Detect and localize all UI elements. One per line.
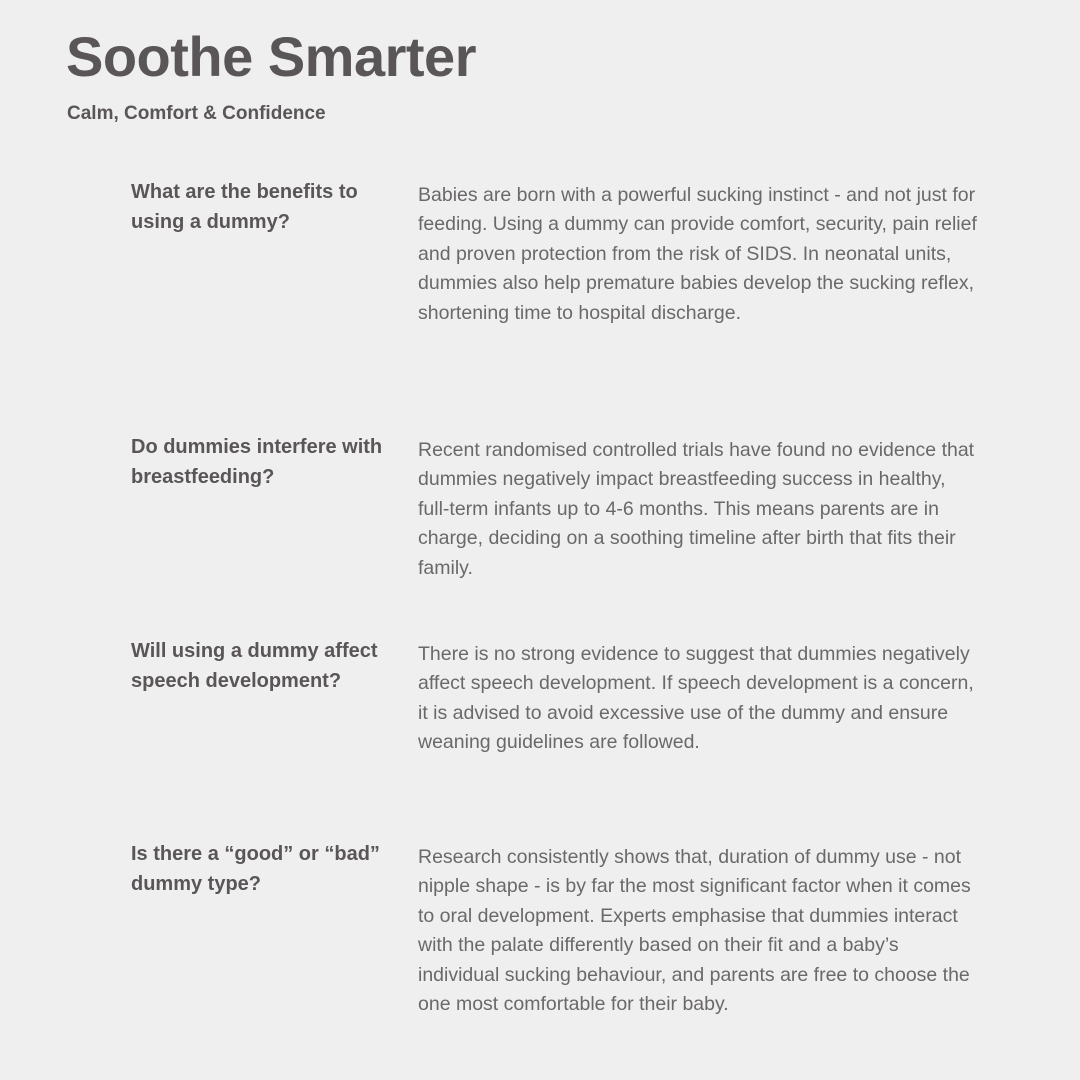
faq-answer: Research consistently shows that, duration of dummy use - not nipple shape - is by far the most significant factor when it comes to oral development. Experts emphasise that dummies interact with the palate differently based on their fit and a baby’s individual sucking behaviour, and parents are free to choose the one most comfortable for their baby. bbox=[418, 846, 971, 1016]
faq-question: Will using a dummy affect speech development? bbox=[131, 640, 378, 692]
faq-answer: Recent randomised controlled trials have found no evidence that dummies negatively impact breastfeeding success in healthy, full-term infants up to 4-6 months. This means parents are in charge, deciding on a soothing timeline after birth that fits their family. bbox=[418, 439, 975, 579]
faq-question: Do dummies interfere with breastfeeding? bbox=[131, 436, 383, 488]
page-title: Soothe Smarter bbox=[66, 25, 476, 88]
faq-answer: Babies are born with a powerful sucking instinct - and not just for feeding. Using a dummy can provide comfort, security, pain relief and proven protection from the risk of SIDS. In neonatal units, dummies also help premature babies develop the sucking reflex, shortening time to hospital discharge. bbox=[418, 184, 977, 324]
faq-question: What are the benefits to using a dummy? bbox=[131, 181, 358, 233]
faq-answer: There is no strong evidence to suggest that dummies negatively affect speech development. If speech development is a concern, it is advised to avoid excessive use of the dummy and ensure weaning guidelines are followed. bbox=[418, 643, 974, 754]
faq-question: Is there a “good” or “bad” dummy type? bbox=[131, 843, 380, 895]
page-subtitle: Calm, Comfort & Confidence bbox=[67, 103, 326, 124]
